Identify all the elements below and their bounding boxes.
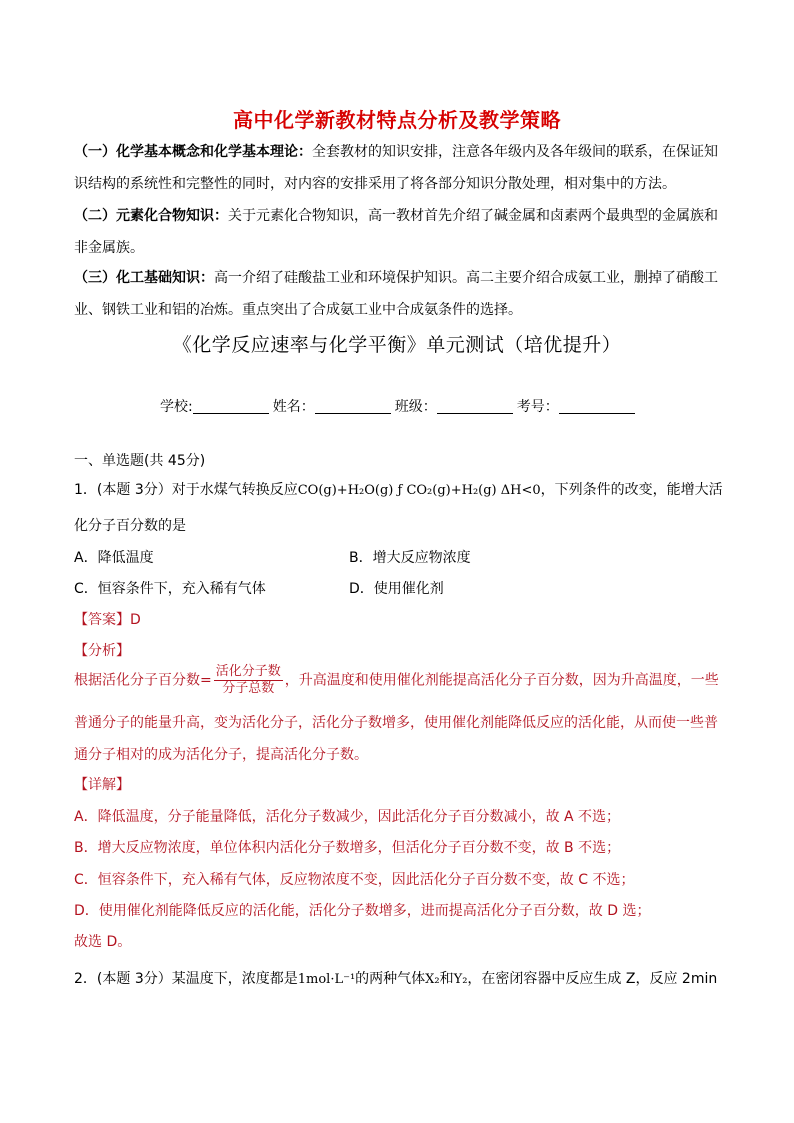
option-d: D．使用催化剂: [349, 581, 444, 597]
paragraph-label: （二）元素化合物知识：: [74, 208, 228, 224]
analysis-line-3: 通分子相对的成为活化分子，提高活化分子数。: [74, 747, 368, 763]
paragraph-label: （一）化学基本概念和化学基本理论：: [74, 144, 312, 160]
answer: 【答案】D: [74, 612, 141, 628]
concentration: 1mol·L⁻¹: [297, 972, 356, 987]
school-blank[interactable]: [193, 399, 269, 414]
analysis-line-1: [74, 664, 719, 697]
paragraph-text: 关于元素化合物知识，高一教材首先介绍了碱金属和卤素两个最典型的金属族和非金属族。: [74, 208, 718, 256]
paragraph-text: 高一介绍了硅酸盐工业和环境保护知识。高二主要介绍合成氨工业，删掉了硝酸工业、钢铁工业和铝的冶炼。重点突出了合成氨工业中合成氨条件的选择。: [74, 270, 718, 318]
name-blank[interactable]: [315, 399, 391, 414]
fraction-numerator: 活化分子数: [215, 664, 281, 679]
fraction: [214, 664, 283, 697]
option-b: B．增大反应物浓度: [349, 550, 471, 566]
section-heading: 一、单选题(共 45分): [74, 453, 206, 469]
page-title: 高中化学新教材特点分析及教学策略: [233, 108, 561, 132]
question-2-suffix: ，在密闭容器中反应生成 Z，反应 2min: [467, 971, 718, 987]
question-1-prefix: 1．(本题 3分）对于水煤气转换反应: [74, 482, 298, 498]
paragraph-label: （三）化工基础知识：: [74, 270, 214, 286]
analysis-line-2: 普通分子的能量升高，变为活化分子，活化分子数增多，使用催化剂能降低反应的活化能，从而使一些普: [74, 715, 718, 731]
question-1-stem-line2: 化分子百分数的是: [74, 518, 186, 534]
question-2-mid: 的两种气体: [355, 971, 426, 987]
name-label: 姓名：: [272, 399, 315, 415]
question-2-stem: [74, 968, 717, 988]
option-a: A．降低温度: [74, 550, 154, 566]
detail-label: 【详解】: [74, 777, 130, 793]
gas-x2: X₂: [425, 972, 440, 987]
unit-test-title: 《化学反应速率与化学平衡》单元测试（培优提升）: [172, 334, 622, 356]
number-label: 考号：: [516, 399, 559, 415]
detail-c: C．恒容条件下，充入稀有气体，反应物浓度不变，因此活化分子百分数不变，故 C 不选；: [74, 872, 635, 888]
fraction-denominator: 分子总数: [222, 681, 275, 696]
option-c: C．恒容条件下，充入稀有气体: [74, 581, 266, 597]
question-1-stem: [74, 479, 723, 499]
detail-b: B．增大反应物浓度，单位体积内活化分子数增多，但活化分子百分数不变，故 B 不选；: [74, 840, 621, 856]
gas-y2: Y₂: [453, 972, 468, 987]
question-2-and: 和: [439, 971, 454, 987]
question-1-suffix: ，下列条件的改变，能增大活: [540, 482, 723, 498]
paragraph-text: 全套教材的知识安排，注意各年级内及各年级间的联系，在保证知识结构的系统性和完整性的同时，对内容的安排采用了将各部分知识分散处理，相对集中的方法。: [74, 144, 718, 192]
detail-a: A．降低温度，分子能量降低，活化分子数减少，因此活化分子百分数减小，故 A 不选；: [74, 809, 621, 825]
number-blank[interactable]: [559, 399, 635, 414]
class-blank[interactable]: [437, 399, 513, 414]
analysis-prefix: 根据活化分子百分数=: [74, 672, 212, 689]
student-info-line: [160, 396, 639, 416]
paragraph-industry: [74, 262, 726, 326]
class-label: 班级：: [394, 399, 437, 415]
analysis-line-1-rest: ，升高温度和使用催化剂能提高活化分子百分数，因为升高温度，一些: [284, 672, 719, 689]
reaction-equation: CO(g)+H₂O(g) ƒ CO₂(g)+H₂(g) ΔH<0: [297, 483, 541, 498]
conclusion: 故选 D。: [74, 934, 132, 950]
question-2-prefix: 2．(本题 3分）某温度下，浓度都是: [74, 971, 298, 987]
detail-d: D．使用催化剂能降低反应的活化能，活化分子数增多，进而提高活化分子百分数，故 D 选；: [74, 903, 651, 919]
school-label: 学校:: [160, 399, 193, 415]
paragraph-elements: [74, 200, 726, 264]
analysis-label: 【分析】: [74, 643, 130, 659]
paragraph-concepts: [74, 136, 726, 200]
